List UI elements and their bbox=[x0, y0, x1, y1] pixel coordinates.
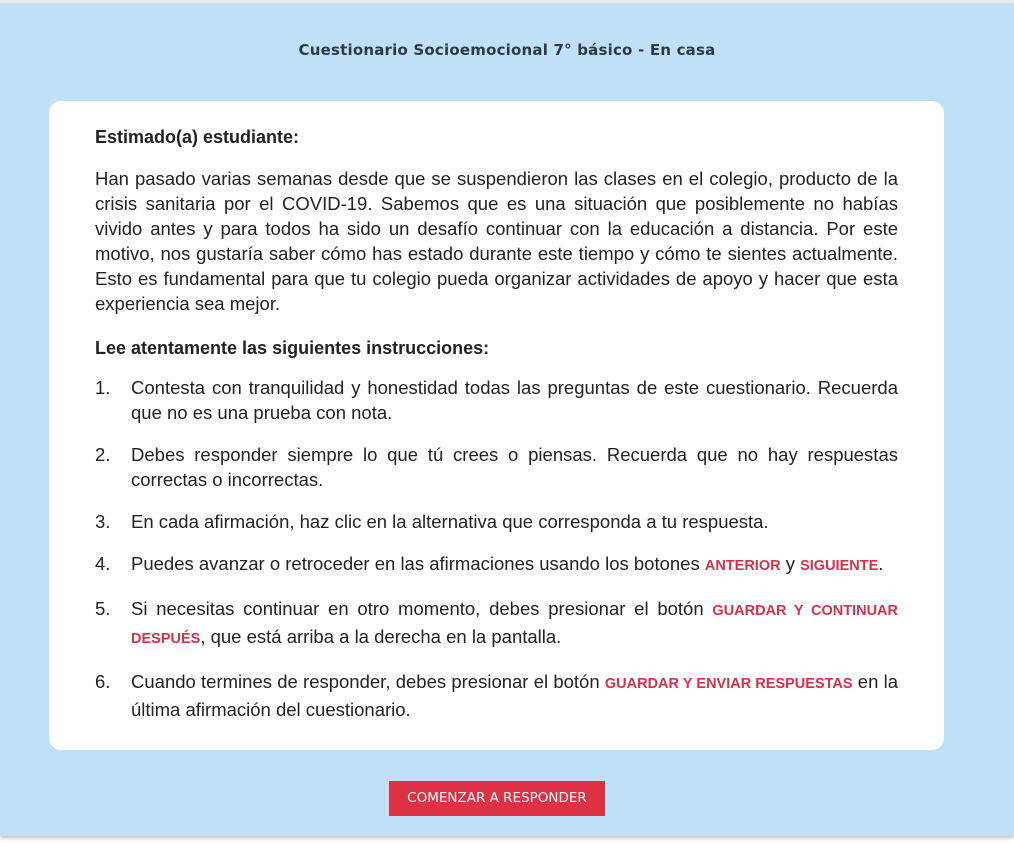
instruction-text: Cuando termines de responder, debes presionar el botón bbox=[131, 671, 605, 692]
instruction-number: 3. bbox=[95, 511, 111, 532]
instruction-text: y bbox=[780, 553, 801, 574]
instruction-item-5 bbox=[95, 596, 898, 652]
guardar-enviar-keyword: GUARDAR Y ENVIAR RESPUESTAS bbox=[604, 676, 853, 692]
instruction-number: 5. bbox=[95, 598, 111, 619]
instruction-item-1 bbox=[95, 375, 898, 425]
page-title: Cuestionario Socioemocional 7° básico - En casa bbox=[298, 41, 716, 59]
instruction-item-4 bbox=[95, 551, 898, 579]
greeting-heading: Estimado(a) estudiante: bbox=[95, 127, 300, 147]
intro-paragraph: Han pasado varias semanas desde que se suspendieron las clases en el colegio, producto de la crisis sanitaria por el COVID-19. Sabemos que es una situación que posiblemente no habías vivido antes y para todos ha sido un desafío continuar con la educación a distancia. Por este motivo, nos gustaría saber cómo has estado durante este tiempo y cómo te sientes actualmente. Esto es fundamental para que tu colegio pueda organizar actividades de apoyo y hacer que esta experiencia sea mejor. bbox=[95, 168, 898, 314]
instruction-text: , que está arriba a la derecha en la pantalla. bbox=[200, 626, 562, 647]
siguiente-keyword: SIGUIENTE bbox=[800, 558, 879, 574]
anterior-keyword: ANTERIOR bbox=[704, 558, 781, 574]
instruction-item-6 bbox=[95, 669, 898, 722]
instruction-text: Contesta con tranquilidad y honestidad todas las preguntas de este cuestionario. Recuerda que no es una prueba con nota. bbox=[131, 377, 898, 423]
instructions-list bbox=[95, 375, 898, 722]
instruction-number: 6. bbox=[95, 671, 111, 692]
instruction-text: . bbox=[878, 553, 884, 574]
instructions-card bbox=[49, 101, 944, 750]
instruction-text: Debes responder siempre lo que tú crees o piensas. Recuerda que no hay respuestas correctas o incorrectas. bbox=[131, 444, 898, 490]
instruction-number: 4. bbox=[95, 553, 111, 574]
instructions-heading: Lee atentamente las siguientes instrucciones: bbox=[95, 338, 490, 358]
instruction-number: 1. bbox=[95, 377, 111, 398]
guardar-continuar-keyword: GUARDAR Y CONTINUAR DESPUÉS bbox=[131, 603, 898, 647]
instruction-text: Puedes avanzar o retroceder en las afirmaciones usando los botones bbox=[131, 553, 705, 574]
instruction-text: en la última afirmación del cuestionario. bbox=[131, 671, 899, 720]
instruction-number: 2. bbox=[95, 444, 111, 465]
start-answering-button[interactable]: COMENZAR A RESPONDER bbox=[389, 781, 605, 816]
instruction-item-2 bbox=[95, 442, 898, 492]
instruction-text: Si necesitas continuar en otro momento, debes presionar el botón bbox=[131, 598, 713, 619]
instruction-text: En cada afirmación, haz clic en la alternativa que corresponda a tu respuesta. bbox=[131, 511, 769, 532]
instruction-item-3 bbox=[95, 509, 898, 534]
